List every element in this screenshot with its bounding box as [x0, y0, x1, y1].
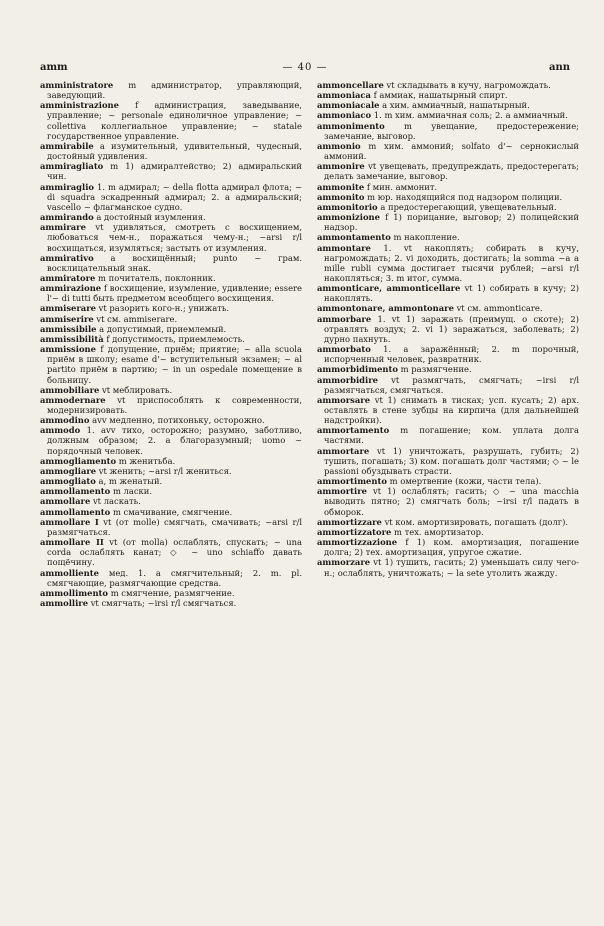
entry-headword: ammoniacale [317, 100, 380, 111]
entry-definition: vt женить; ~arsi r/l жениться. [98, 465, 232, 476]
entry-definition: m почитатель, поклонник. [98, 272, 216, 283]
dictionary-entry [317, 375, 579, 395]
entry-definition: vt 1) тушить, гасить; 2) уменьшать силу чего-н.; ослаблять, уничтожать; ~ la sete утолить жажду. [324, 557, 579, 578]
entry-headword: ammollamento [40, 506, 111, 517]
entry-definition: vt см. ammonticare. [456, 303, 543, 314]
dictionary-entry [317, 202, 579, 212]
dictionary-entry [40, 476, 302, 486]
dictionary-entry [40, 324, 302, 334]
dictionary-entry [317, 161, 579, 181]
entry-headword: ammonizione [317, 212, 380, 223]
entry-definition: f допущение, приём; приятие; ~ alla scuola приём в школу; esame d'~ вступительный экзамен; ~ al partito приём в партию; ~ in un ospedale помещение в больницу. [47, 344, 302, 385]
entry-definition: f мин. аммонит. [366, 181, 438, 192]
dictionary-entry [317, 303, 579, 313]
entry-headword: ammissione [40, 344, 96, 355]
entry-headword: ammontare [317, 242, 371, 253]
entry-definition: a, m женатый. [98, 476, 163, 487]
entry-headword: ammortizzatore [317, 526, 392, 537]
dictionary-entry [40, 100, 302, 141]
dictionary-entry [40, 283, 302, 303]
dictionary-entry [40, 517, 302, 537]
entry-definition: m ласки. [112, 486, 153, 497]
entry-definition: 1. vt накоплять; собирать в кучу, нагромождать; 2. vi доходить, достигать; la somma ~a a mille rubli сумма достигает тысячи рублей; ~arsi r/l накопляться; 3. m итог, сумма. [324, 242, 579, 283]
entry-definition: f 1) ком. амортизация, погашение долга; 2) тех. амортизация, упругое сжатие. [324, 537, 579, 558]
dictionary-entry [317, 527, 579, 537]
entry-headword: ammonticare, ammonticellare [317, 283, 461, 294]
dictionary-entry [40, 344, 302, 385]
dictionary-entry [40, 141, 302, 161]
entry-headword: ammollare I [40, 516, 99, 527]
entry-definition: vt (от molle) смягчать, смачивать; ~arsi r/l размягчаться. [47, 516, 302, 537]
dictionary-entry [40, 598, 302, 608]
entry-headword: ammortizzazione [317, 537, 398, 548]
dictionary-entry [317, 243, 579, 284]
right-guide-word: ann [548, 62, 570, 73]
dictionary-entry [317, 314, 579, 344]
entry-headword: ammiserire [40, 313, 94, 324]
entry-headword: ammiserare [40, 303, 96, 314]
entry-definition: f допустимость, приемлемость. [106, 333, 245, 344]
entry-headword: ammollare [40, 496, 91, 507]
dictionary-entry [40, 314, 302, 324]
dictionary-entry [40, 395, 302, 415]
entry-headword: ammirativo [40, 252, 94, 263]
entry-definition: 1. a заражённый; 2. m порочный, испорченный человек, развратник. [324, 344, 579, 365]
dictionary-entry [317, 425, 579, 445]
left-column [40, 80, 302, 920]
entry-headword: ammorsare [317, 394, 371, 405]
entry-headword: ammiragliato [40, 161, 104, 172]
dictionary-entry [317, 232, 579, 242]
entry-headword: amministrazione [40, 100, 119, 111]
entry-definition: vt 1) ослаблять; гасить; ◇ ~ una macchia выводить пятно; 2) смягчать боль; ~irsi r/l падать в обморок. [324, 486, 579, 517]
dictionary-entry [317, 192, 579, 202]
entry-headword: ammogliato [40, 476, 96, 487]
entry-headword: ammontamento [317, 232, 391, 243]
dictionary-entry [40, 212, 302, 222]
entry-definition: m администратор, управляющий, заведующий. [47, 80, 302, 101]
page-header [40, 62, 570, 76]
dictionary-entry [317, 344, 579, 364]
dictionary-entry [317, 212, 579, 232]
entry-definition: vt размягчать, смягчать; ~irsi r/l размягчаться, смягчаться. [324, 374, 579, 395]
entry-definition: m увещание, предостережение; замечание, выговор. [324, 120, 579, 141]
dictionary-entry [40, 80, 302, 100]
entry-headword: ammodernare [40, 394, 106, 405]
dictionary-entry [317, 182, 579, 192]
dictionary-entry [40, 182, 302, 212]
dictionary-entry [317, 476, 579, 486]
entry-definition: m смачивание, смягчение. [112, 506, 233, 517]
entry-definition: vt приспособлять к современности, модернизировать. [47, 394, 302, 415]
entry-headword: ammortare [317, 445, 370, 456]
entry-definition: m смягчение, размягчение. [110, 587, 235, 598]
entry-headword: ammoniaca [317, 90, 371, 101]
entry-definition: vt разорить кого-н.; унижать. [98, 303, 230, 314]
entry-headword: ammodo [40, 425, 81, 436]
dictionary-entry [40, 486, 302, 496]
entry-definition: m накопление. [393, 232, 460, 243]
entry-headword: ammorbato [317, 344, 371, 355]
entry-definition: f 1) порицание, выговор; 2) полицейский надзор. [324, 212, 579, 233]
entry-definition: vt складывать в кучу, нагромождать. [386, 80, 551, 90]
entry-headword: ammortire [317, 486, 367, 497]
entry-headword: ammiraglio [40, 181, 94, 192]
entry-headword: ammortizzare [317, 516, 382, 527]
entry-definition: m хим. аммоний; solfato d'~ сернокислый аммоний. [324, 140, 579, 162]
dictionary-entry [317, 90, 579, 100]
dictionary-entry [40, 456, 302, 466]
entry-definition: vt смягчать; ~irsi r/l смягчаться. [90, 597, 237, 608]
dictionary-entry [317, 100, 579, 110]
entry-headword: ammorbidire [317, 374, 378, 385]
dictionary-entry [40, 222, 302, 252]
entry-headword: ammonito [317, 191, 365, 202]
entry-definition: m 1) адмиралтейство; 2) адмиральский чин. [47, 161, 302, 182]
entry-headword: ammortamento [317, 425, 390, 436]
entry-headword: ammoniaco [317, 110, 372, 121]
entry-definition: 1. m адмирал; ~ della flotta адмирал флота; ~ di squadra эскадренный адмирал; 2. a адмиральский; vascello ~ флагманское судно. [47, 181, 302, 212]
entry-definition: m омертвение (кожи, части тела). [389, 476, 542, 487]
entry-headword: ammirabile [40, 140, 94, 151]
entry-definition: a предостерегающий, увещевательный. [380, 201, 557, 212]
entry-headword: ammogliamento [40, 455, 117, 466]
dictionary-entry [317, 283, 579, 303]
entry-definition: a допустимый, приемлемый. [99, 323, 227, 334]
right-column [317, 80, 579, 920]
dictionary-entry [317, 110, 579, 120]
entry-headword: ammollamento [40, 486, 111, 497]
entry-definition: 1. m хим. аммиачная соль; 2. a аммиачный. [373, 110, 568, 121]
entry-headword: ammogliare [40, 465, 97, 476]
dictionary-entry [40, 253, 302, 273]
entry-headword: ammonite [317, 181, 365, 192]
dictionary-entry [40, 303, 302, 313]
entry-headword: ammonio [317, 140, 361, 151]
entry-headword: ammodino [40, 415, 90, 426]
entry-definition: m погашение; ком. уплата долга частями. [324, 425, 579, 446]
entry-definition: m тех. амортизатор. [394, 526, 484, 537]
entry-definition: vt ласкать. [92, 496, 141, 507]
dictionary-entry [40, 568, 302, 588]
entry-headword: amministratore [40, 80, 114, 90]
entry-definition: vt 1) уничтожать, разрушать, губить; 2) тушить, погашать; 3) ком. погашать долг частями; ◇ ~ le passioni обуздывать страсти. [324, 445, 579, 476]
dictionary-entry [317, 446, 579, 476]
dictionary-entry [317, 395, 579, 425]
entry-headword: ammorbidimento [317, 364, 398, 375]
dictionary-entry [40, 507, 302, 517]
dictionary-entry [40, 273, 302, 283]
entry-definition: vt ком. амортизировать, погашать (долг). [384, 516, 569, 527]
entry-headword: ammollire [40, 597, 89, 608]
entry-headword: ammobiliare [40, 384, 100, 395]
entry-headword: ammiratore [40, 272, 96, 283]
entry-definition: a изумительный, удивительный, чудесный, достойный удивления. [47, 140, 302, 162]
dictionary-entry [40, 425, 302, 455]
entry-headword: ammontonare, ammontonare [317, 303, 454, 314]
dictionary-entry [317, 486, 579, 516]
entry-definition: vt см. ammiserare. [96, 313, 178, 324]
entry-definition: a хим. аммиачный, нашатырный. [382, 100, 530, 111]
entry-headword: ammollare II [40, 537, 104, 548]
entry-definition: vt 1) снимать в тисках; усп. кусать; 2) арх. оставлять в стене зубцы на кирпича (для дальнейшей надстройки). [324, 394, 579, 426]
entry-headword: ammolliente [40, 567, 99, 578]
entry-definition: m женитьба. [118, 455, 176, 466]
entry-definition: vt 1) собирать в кучу; 2) накоплять. [324, 283, 579, 304]
dictionary-entry [40, 496, 302, 506]
dictionary-entry [317, 517, 579, 527]
entry-headword: ammirando [40, 212, 94, 223]
dictionary-entry [317, 121, 579, 141]
entry-headword: ammonimento [317, 120, 385, 131]
entry-headword: ammissibilità [40, 333, 104, 344]
entry-headword: ammissibile [40, 323, 97, 334]
entry-definition: m юр. находящийся под надзором полиции. [367, 191, 563, 202]
entry-definition: a восхищённый; punto ~ грам. восклицательный знак. [47, 252, 302, 273]
dictionary-entry [317, 80, 579, 90]
dictionary-entry [40, 466, 302, 476]
entry-headword: ammonire [317, 161, 365, 172]
entry-headword: ammollimento [40, 587, 109, 598]
dictionary-entry [40, 161, 302, 181]
dictionary-entry [40, 588, 302, 598]
entry-headword: ammortimento [317, 476, 387, 487]
dictionary-entry [40, 385, 302, 395]
entry-headword: ammonitorio [317, 201, 378, 212]
entry-definition: f восхищение, изумление, удивление; essere l'~ di tutti быть предметом всеобщего восхищения. [47, 283, 302, 304]
dictionary-entry [317, 557, 579, 577]
entry-headword: ammoncellare [317, 80, 384, 90]
dictionary-entry [40, 415, 302, 425]
entry-headword: ammirazione [40, 283, 102, 294]
entry-headword: ammorbare [317, 313, 372, 324]
entry-definition: avv медленно, потихоньку, осторожно. [92, 415, 265, 426]
entry-definition: a достойный изумления. [96, 212, 206, 223]
dictionary-entry [317, 537, 579, 557]
entry-definition: мед. 1. a смягчительный; 2. m. pl. смягчающие, размягчающие средства. [47, 567, 302, 588]
dictionary-entry [317, 364, 579, 374]
entry-definition: 1. vt 1) заражать (преимущ. о скоте); 2) отравлять воздух; 2. vi 1) заражаться, заболевать; 2) дурно пахнуть. [324, 313, 579, 344]
entry-definition: f администрация, заведывание, управление; ~ personale единоличное управление; ~ collettiva коллегиальное управление; ~ statale государственное управление. [47, 100, 302, 141]
entry-definition: vt удивляться, смотреть с восхищением, любоваться чем-н., поражаться чему-н.; ~arsi r/l восхищаться, изумляться; застыть от изумления. [47, 222, 302, 253]
entry-definition: vt меблировать. [101, 384, 173, 395]
page-number: — 40 — [282, 62, 328, 73]
dictionary-entry [40, 537, 302, 567]
dictionary-entry [317, 141, 579, 161]
entry-definition: vt увещевать, предупреждать, предостерегать; делать замечание, выговор. [324, 161, 579, 182]
entry-headword: ammorzare [317, 557, 371, 568]
entry-definition: 1. avv тихо, осторожно; разумно, заботливо, должным образом; 2. a благоразумный; uomo ~ порядочный человек. [47, 425, 302, 456]
entry-definition: f аммиак, нашатырный спирт. [373, 90, 508, 101]
left-guide-word: amm [40, 62, 68, 73]
entry-definition: m размягчение. [400, 364, 472, 375]
entry-definition: vt (от molla) ослаблять, спускать; ~ una corda ослаблять канат; ◇ ~ uno schiaffo давать пощёчину. [47, 537, 302, 568]
entry-headword: ammirare [40, 222, 86, 233]
dictionary-entry [40, 334, 302, 344]
